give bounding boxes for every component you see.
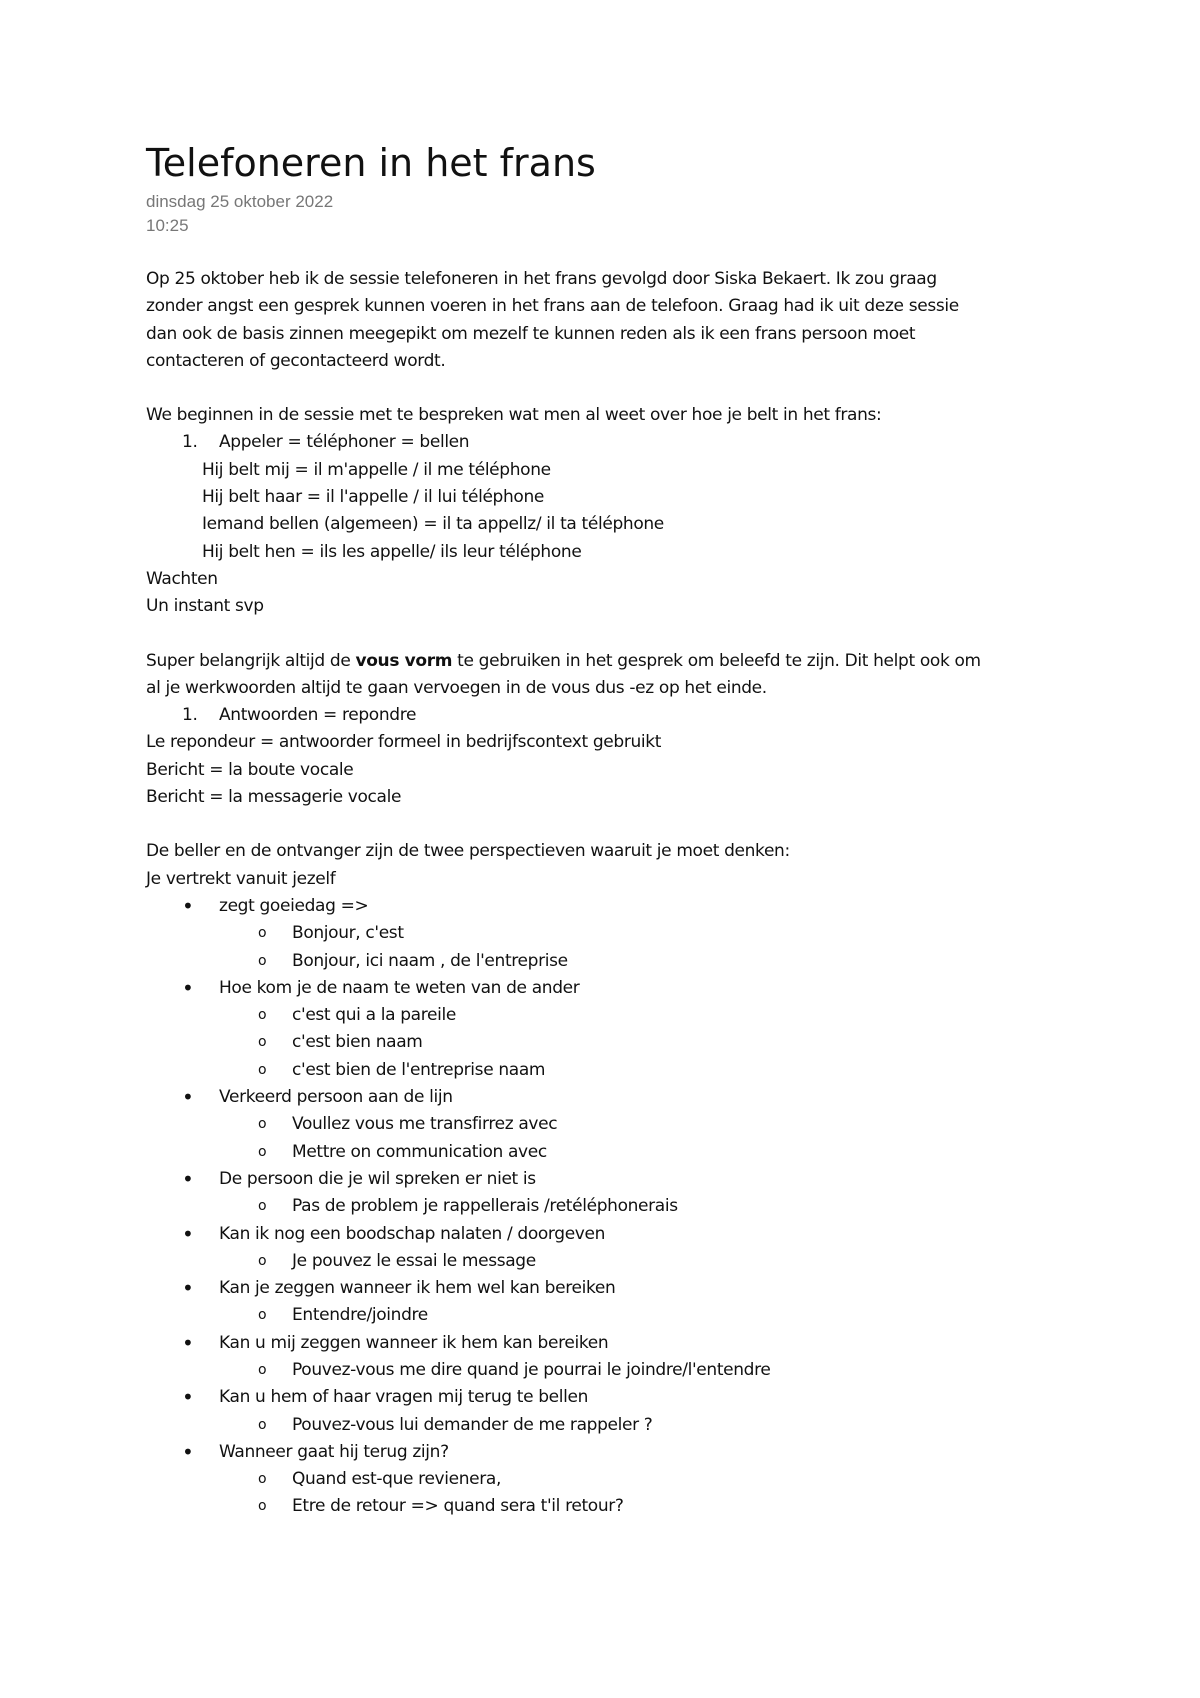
sub-bullet-text: Pouvez-vous me dire quand je pourrai le joindre/l'entendre	[292, 1359, 771, 1380]
intro-line: dan ook de basis zinnen meegepikt om mezelf te kunnen reden als ik een frans persoon moet	[146, 323, 916, 344]
section2-line2: al je werkwoorden altijd te gaan vervoegen in de vous dus -ez op het einde.	[146, 677, 767, 698]
circle-bullet-icon: o	[258, 1252, 267, 1269]
un-instant-line: Un instant svp	[146, 596, 264, 617]
page-title: Telefoneren in het frans	[146, 141, 596, 185]
circle-bullet-icon: o	[258, 1471, 267, 1488]
section3-lead2: Je vertrekt vanuit jezelf	[146, 868, 336, 889]
item-text: Appeler = téléphoner = bellen	[219, 432, 470, 453]
circle-bullet-icon: o	[258, 1416, 267, 1433]
sub-bullet-text: Je pouvez le essai le message	[292, 1250, 536, 1271]
bullet-item	[146, 1384, 1086, 1411]
sub-bullet-item	[146, 1029, 1086, 1056]
sub-bullet-text: c'est bien naam	[292, 1032, 423, 1053]
section3-lead: De beller en de ontvanger zijn de twee perspectieven waaruit je moet denken:	[146, 841, 790, 862]
circle-bullet-icon: o	[258, 1498, 267, 1515]
bullet-text: Kan u hem of haar vragen mij terug te bellen	[219, 1387, 589, 1408]
circle-bullet-icon: o	[258, 952, 267, 969]
section2-line1	[146, 648, 1086, 675]
bullet-icon: •	[182, 1439, 194, 1464]
bullet-text: zegt goeiedag =>	[219, 895, 369, 916]
sub-bullet-item	[146, 1493, 1086, 1520]
circle-bullet-icon: o	[258, 1116, 267, 1133]
sub-bullet-item	[146, 948, 1086, 975]
bullet-icon: •	[182, 1166, 194, 1191]
circle-bullet-icon: o	[258, 1061, 267, 1078]
sub-bullet-item	[146, 1357, 1086, 1384]
intro-line: Op 25 oktober heb ik de sessie telefoneren in het frans gevolgd door Siska Bekaert. Ik zou graag	[146, 269, 937, 289]
bullet-item	[146, 1330, 1086, 1357]
bullet-item	[146, 1221, 1086, 1248]
section2-line: Bericht = la messagerie vocale	[146, 787, 402, 808]
sub-bullet-text: Bonjour, c'est	[292, 923, 404, 944]
sub-bullet-item	[146, 1002, 1086, 1029]
bullet-item	[146, 893, 1086, 920]
bullet-icon: •	[182, 1330, 194, 1355]
sub-line: Hij belt haar = il l'appelle / il lui téléphone	[202, 487, 545, 508]
numbered-item	[146, 429, 1086, 456]
item-number: 1.	[182, 432, 198, 453]
sub-bullet-item	[146, 1057, 1086, 1084]
text-run: Super belangrijk altijd de	[146, 650, 356, 671]
section1-lead: We beginnen in de sessie met te bespreken wat men al weet over hoe je belt in het frans:	[146, 405, 882, 426]
bullet-item	[146, 1166, 1086, 1193]
bullet-icon: •	[182, 1085, 194, 1110]
circle-bullet-icon: o	[258, 1361, 267, 1378]
bullet-text: Kan u mij zeggen wanneer ik hem kan bereiken	[219, 1332, 609, 1353]
text-run: te gebruiken in het gesprek om beleefd te zijn. Dit helpt ook om	[452, 650, 981, 671]
item-text: Antwoorden = repondre	[219, 705, 417, 726]
sub-bullet-item	[146, 1139, 1086, 1166]
bullet-icon: •	[182, 1276, 194, 1301]
bullet-icon: •	[182, 893, 194, 918]
bullet-text: Kan ik nog een boodschap nalaten / doorgeven	[219, 1223, 606, 1244]
circle-bullet-icon: o	[258, 1034, 267, 1051]
sub-bullet-item	[146, 1248, 1086, 1275]
intro-line: zonder angst een gesprek kunnen voeren in het frans aan de telefoon. Graag had ik uit deze sessie	[146, 296, 959, 317]
bullet-text: De persoon die je wil spreken er niet is	[219, 1168, 536, 1189]
sub-bullet-item	[146, 1302, 1086, 1329]
bullet-icon: •	[182, 975, 194, 1000]
item-number: 1.	[182, 705, 198, 726]
sub-bullet-text: Bonjour, ici naam , de l'entreprise	[292, 950, 568, 971]
section2-line: Le repondeur = antwoorder formeel in bedrijfscontext gebruikt	[146, 732, 662, 753]
sub-bullet-item	[146, 920, 1086, 947]
bullet-list	[146, 893, 1086, 1521]
bullet-text: Kan je zeggen wanneer ik hem wel kan bereiken	[219, 1278, 616, 1299]
intro-line: contacteren of gecontacteerd wordt.	[146, 350, 446, 371]
bullet-item	[146, 1084, 1086, 1111]
page-time: 10:25	[146, 216, 189, 235]
wachten-line: Wachten	[146, 568, 218, 589]
bold-run: vous vorm	[355, 650, 453, 671]
bullet-icon: •	[182, 1221, 194, 1246]
sub-bullet-item	[146, 1466, 1086, 1493]
circle-bullet-icon: o	[258, 925, 267, 942]
sub-bullet-text: Pas de problem je rappellerais /retéléphonerais	[292, 1196, 678, 1217]
sub-bullet-text: Entendre/joindre	[292, 1305, 428, 1326]
sub-bullet-item	[146, 1193, 1086, 1220]
circle-bullet-icon: o	[258, 1143, 267, 1160]
bullet-text: Hoe kom je de naam te weten van de ander	[219, 977, 580, 998]
document-content	[146, 140, 1086, 1521]
page-date: dinsdag 25 oktober 2022	[146, 192, 334, 211]
sub-line: Iemand bellen (algemeen) = il ta appellz/ il ta téléphone	[202, 514, 664, 535]
circle-bullet-icon: o	[258, 1007, 267, 1024]
sub-bullet-item	[146, 1111, 1086, 1138]
bullet-icon: •	[182, 1385, 194, 1410]
bullet-item	[146, 1275, 1086, 1302]
sub-line: Hij belt mij = il m'appelle / il me téléphone	[202, 459, 551, 480]
circle-bullet-icon: o	[258, 1198, 267, 1215]
bullet-item	[146, 1439, 1086, 1466]
sub-bullet-text: c'est qui a la pareile	[292, 1005, 456, 1026]
sub-bullet-item	[146, 1412, 1086, 1439]
document-body	[146, 266, 1086, 1521]
sub-bullet-text: Pouvez-vous lui demander de me rappeler ?	[292, 1414, 653, 1435]
bullet-text: Verkeerd persoon aan de lijn	[219, 1087, 453, 1108]
sub-line: Hij belt hen = ils les appelle/ ils leur téléphone	[202, 541, 582, 562]
numbered-item	[146, 702, 1086, 729]
section2-line: Bericht = la boute vocale	[146, 759, 354, 780]
sub-bullet-text: Voullez vous me transfirrez avec	[292, 1114, 558, 1135]
sub-bullet-text: Etre de retour => quand sera t'il retour?	[292, 1496, 624, 1517]
circle-bullet-icon: o	[258, 1307, 267, 1324]
sub-bullet-text: Quand est-que revienera,	[292, 1469, 502, 1490]
bullet-item	[146, 975, 1086, 1002]
sub-bullet-text: c'est bien de l'entreprise naam	[292, 1059, 546, 1080]
sub-bullet-text: Mettre on communication avec	[292, 1141, 547, 1162]
bullet-text: Wanneer gaat hij terug zijn?	[219, 1441, 449, 1462]
